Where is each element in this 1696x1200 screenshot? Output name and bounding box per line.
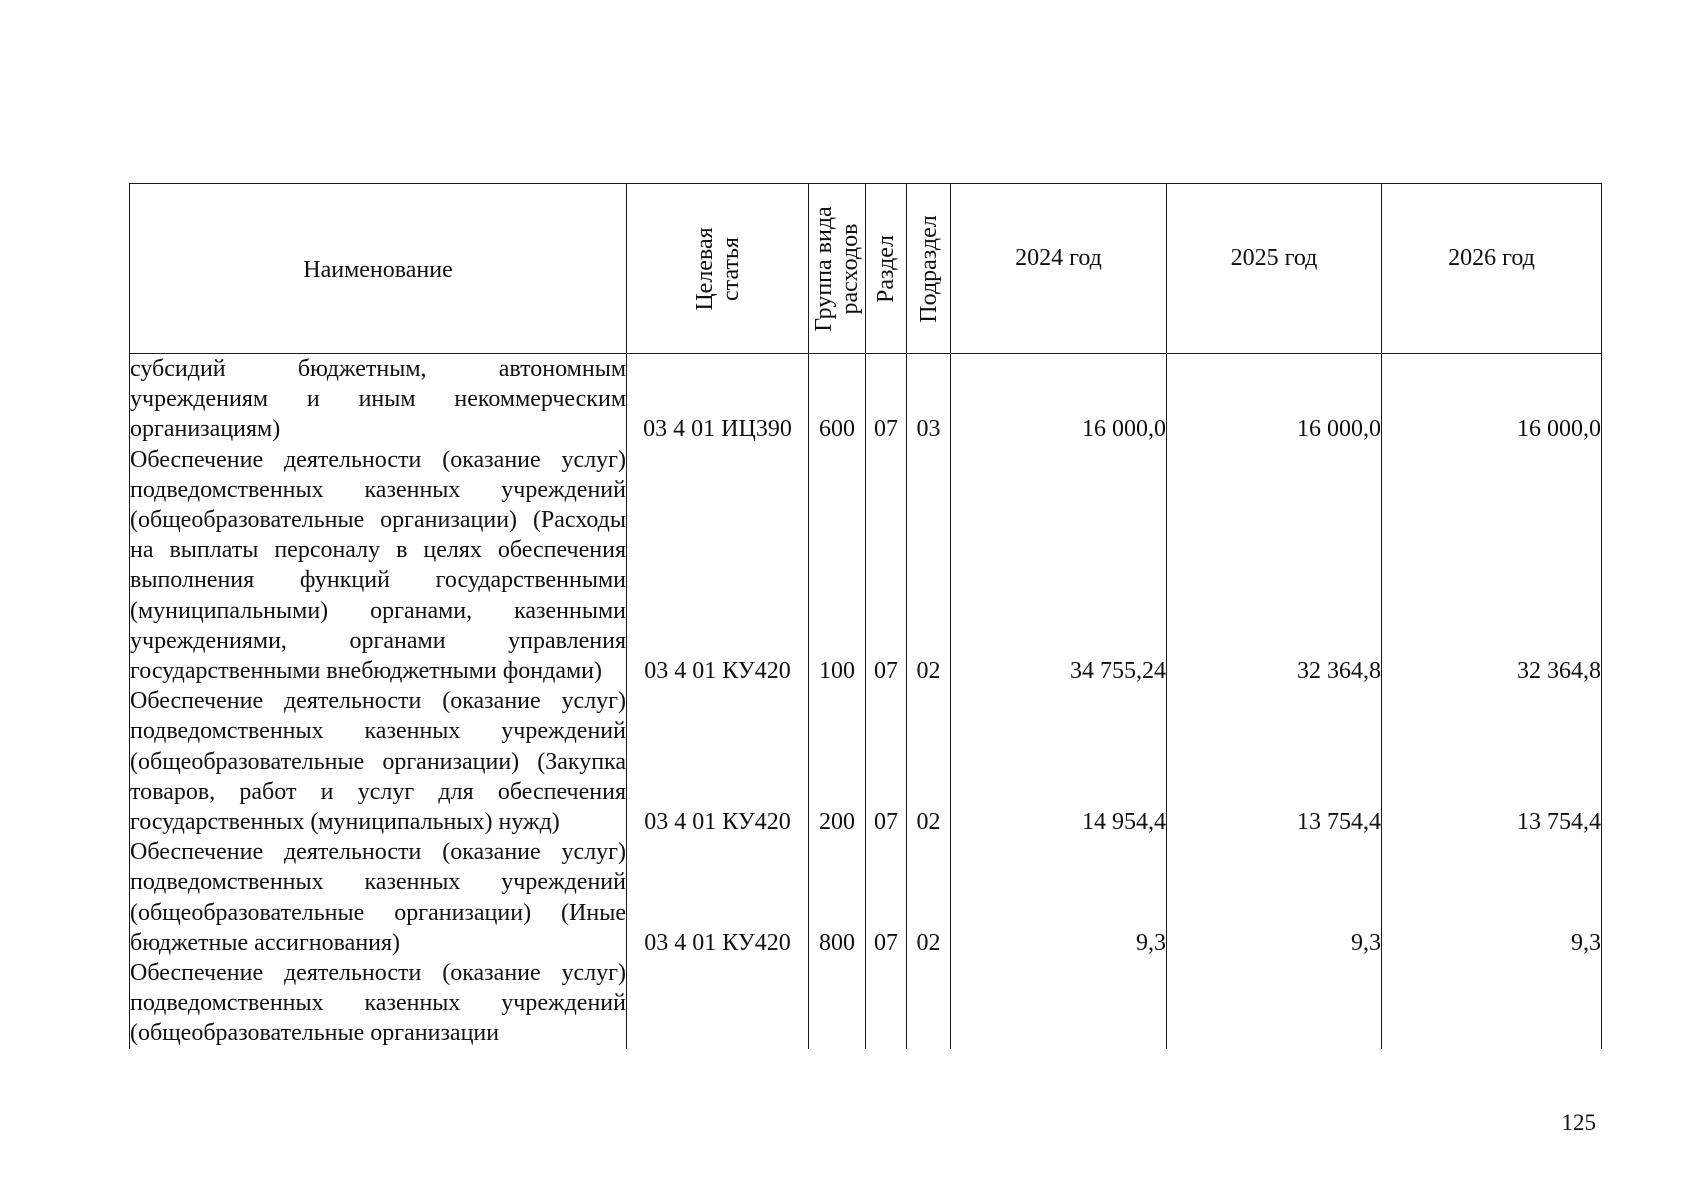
row-2024: 9,3: [951, 837, 1167, 958]
row-2026: 16 000,0: [1382, 354, 1602, 445]
header-year-2024: 2024 год: [951, 184, 1167, 354]
table-body: [130, 354, 1602, 1049]
row-expense-group: 800: [809, 837, 866, 958]
row-2026: [1382, 958, 1602, 1049]
header-target-article: [627, 184, 809, 354]
row-2026: 32 364,8: [1382, 445, 1602, 687]
table-header: [130, 184, 1602, 354]
row-name: Обеспечение деятельности (оказание услуг) подведомственных казенных учреждений (общеобразовательные организации) (Иные бюджетные ассигнования): [130, 837, 627, 958]
row-expense-group: [809, 958, 866, 1049]
row-target-article: 03 4 01 КУ420: [627, 837, 809, 958]
row-2024: [951, 958, 1167, 1049]
header-year-2025: 2025 год: [1167, 184, 1382, 354]
row-expense-group: 100: [809, 445, 866, 687]
row-subsection: 02: [907, 837, 951, 958]
row-2025: 13 754,4: [1167, 686, 1382, 837]
row-section: 07: [866, 686, 907, 837]
header-name: [130, 184, 627, 354]
row-2026: 9,3: [1382, 837, 1602, 958]
row-target-article: 03 4 01 КУ420: [627, 445, 809, 687]
row-section: 07: [866, 837, 907, 958]
table-row: [130, 958, 1602, 1049]
row-target-article: 03 4 01 ИЦ390: [627, 354, 809, 445]
header-name-text: Наименование: [303, 257, 453, 284]
row-2026: 13 754,4: [1382, 686, 1602, 837]
header-year-2026: 2026 год: [1382, 184, 1602, 354]
row-name: Обеспечение деятельности (оказание услуг) подведомственных казенных учреждений (общеобразовательные организации) (Расходы на выплаты персоналу в целях обеспечения выполнения функций государственными (муниципальными) органами, казенными учреждениями, органами управления государственными внебюджетными фондами): [130, 445, 627, 687]
row-subsection: 02: [907, 445, 951, 687]
row-2025: [1167, 958, 1382, 1049]
row-target-article: 03 4 01 КУ420: [627, 686, 809, 837]
row-expense-group: 600: [809, 354, 866, 445]
table-row: [130, 354, 1602, 445]
header-subsection-text: Подраздел: [915, 214, 942, 323]
header-expense-group-line2: расходов: [837, 223, 863, 314]
row-2024: 16 000,0: [951, 354, 1167, 445]
row-expense-group: 200: [809, 686, 866, 837]
row-target-article: [627, 958, 809, 1049]
row-subsection: [907, 958, 951, 1049]
row-section: 07: [866, 445, 907, 687]
header-target-article-line2: статья: [717, 236, 744, 301]
row-subsection: 02: [907, 686, 951, 837]
row-2024: 34 755,24: [951, 445, 1167, 687]
row-name: Обеспечение деятельности (оказание услуг) подведомственных казенных учреждений (общеобразовательные организации) (Закупка товаров, работ и услуг для обеспечения государственных (муниципальных) нужд): [130, 686, 627, 837]
row-2025: 32 364,8: [1167, 445, 1382, 687]
table-row: [130, 445, 1602, 687]
budget-table: [129, 183, 1602, 1049]
row-2025: 9,3: [1167, 837, 1382, 958]
row-2025: 16 000,0: [1167, 354, 1382, 445]
header-expense-group: [809, 184, 866, 354]
row-name: субсидий бюджетным, автономным учреждениям и иным некоммерческим организациям): [130, 354, 627, 445]
row-subsection: 03: [907, 354, 951, 445]
header-expense-group-line1: Группа вида: [811, 205, 837, 332]
header-section-text: Раздел: [873, 234, 899, 303]
row-section: [866, 958, 907, 1049]
table-row: [130, 686, 1602, 837]
header-target-article-line1: Целевая: [691, 226, 718, 311]
row-name: Обеспечение деятельности (оказание услуг) подведомственных казенных учреждений (общеобразовательные организации: [130, 958, 627, 1049]
header-subsection: [907, 184, 951, 354]
header-section: [866, 184, 907, 354]
table-row: [130, 837, 1602, 958]
page-number: 125: [1561, 1110, 1596, 1135]
header-expense-group-rotated: [811, 206, 863, 331]
budget-table-container: [129, 183, 1601, 1089]
row-section: 07: [866, 354, 907, 445]
header-target-article-rotated: [692, 227, 744, 310]
row-2024: 14 954,4: [951, 686, 1167, 837]
